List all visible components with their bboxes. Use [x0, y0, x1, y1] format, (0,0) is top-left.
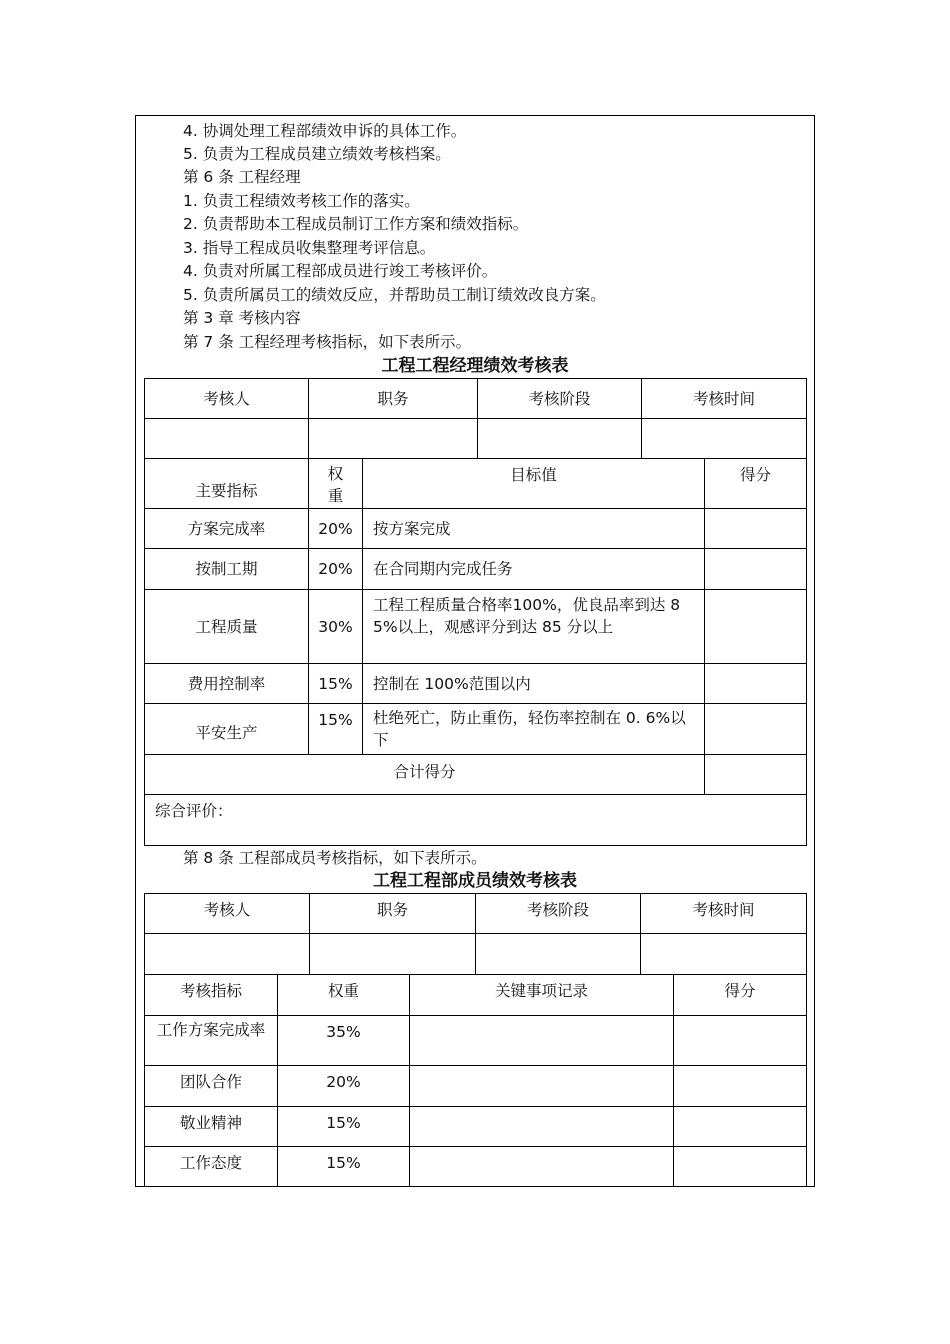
position-label: 职务 [310, 894, 476, 934]
col-target: 目标值 [363, 459, 705, 509]
indicator-weight: 20% [309, 549, 363, 590]
table-row [145, 664, 807, 704]
reviewer-input[interactable] [145, 419, 309, 459]
record-cell[interactable] [410, 1147, 674, 1187]
indicator-score[interactable] [705, 549, 807, 590]
col-weight: 权重 [309, 459, 363, 509]
total-score-value[interactable] [705, 755, 807, 795]
table2-title: 工程工程部成员绩效考核表 [373, 871, 577, 891]
reviewer-input[interactable] [145, 934, 310, 975]
score-cell[interactable] [674, 1147, 807, 1187]
time-label: 考核时间 [642, 379, 807, 419]
indicator-score[interactable] [705, 704, 807, 755]
text-line: 2. 负责帮助本工程成员制订工作方案和绩效指标。 [183, 215, 529, 233]
stage-input[interactable] [476, 934, 641, 975]
col-indicator: 考核指标 [145, 975, 278, 1016]
position-input[interactable] [309, 419, 478, 459]
overall-comment[interactable]: 综合评价： [145, 795, 807, 846]
indicator-weight: 30% [309, 590, 363, 664]
time-input[interactable] [641, 934, 807, 975]
time-input[interactable] [642, 419, 807, 459]
table-row [145, 704, 807, 755]
table-row [145, 509, 807, 549]
table2-header [144, 893, 807, 975]
stage-input[interactable] [478, 419, 642, 459]
indicator-target: 在合同期内完成任务 [363, 549, 705, 590]
text-line: 5. 负责为工程成员建立绩效考核档案。 [183, 145, 451, 163]
col-weight: 权重 [278, 975, 410, 1016]
text-line: 4. 负责对所属工程部成员进行竣工考核评价。 [183, 262, 498, 280]
score-cell[interactable] [674, 1016, 807, 1066]
position-label: 职务 [309, 379, 478, 419]
indicator-name: 方案完成率 [145, 509, 309, 549]
text-line: 第 3 章 考核内容 [183, 309, 301, 327]
stage-label: 考核阶段 [476, 894, 641, 934]
text-line: 第 8 条 工程部成员考核指标，如下表所示。 [183, 849, 487, 867]
text-line: 5. 负责所属员工的绩效反应，并帮助员工制订绩效改良方案。 [183, 286, 606, 304]
indicator-score[interactable] [705, 664, 807, 704]
table1-title: 工程工程经理绩效考核表 [381, 356, 569, 376]
indicator-target: 按方案完成 [363, 509, 705, 549]
time-label: 考核时间 [641, 894, 807, 934]
reviewer-label: 考核人 [145, 379, 309, 419]
indicator-name: 费用控制率 [145, 664, 309, 704]
indicator-target: 工程工程质量合格率100%，优良品率到达 85%以上，观感评分到达 85 分以上 [363, 590, 705, 664]
indicator-weight: 35% [278, 1016, 410, 1066]
indicator-name: 敬业精神 [145, 1107, 278, 1147]
table-row [145, 1107, 807, 1147]
text-line: 第 6 条 工程经理 [183, 168, 301, 186]
indicator-name: 工作方案完成率 [145, 1016, 278, 1066]
indicator-name: 按制工期 [145, 549, 309, 590]
record-cell[interactable] [410, 1016, 674, 1066]
col-score: 得分 [705, 459, 807, 509]
table-row [145, 1066, 807, 1107]
text-line: 第 7 条 工程经理考核指标，如下表所示。 [183, 333, 472, 351]
table1-body [144, 458, 807, 846]
table1-header [144, 378, 807, 459]
table-row [145, 549, 807, 590]
indicator-target: 控制在 100%范围以内 [363, 664, 705, 704]
indicator-score[interactable] [705, 509, 807, 549]
record-cell[interactable] [410, 1107, 674, 1147]
col-indicator: 主要指标 [145, 459, 309, 509]
indicator-target: 杜绝死亡，防止重伤，轻伤率控制在 0. 6%以下 [363, 704, 705, 755]
indicator-name: 平安生产 [145, 704, 309, 755]
reviewer-label: 考核人 [145, 894, 310, 934]
text-line: 4. 协调处理工程部绩效申诉的具体工作。 [183, 122, 467, 140]
indicator-score[interactable] [705, 590, 807, 664]
text-line: 3. 指导工程成员收集整理考评信息。 [183, 239, 436, 257]
indicator-weight: 15% [309, 704, 363, 755]
table-row [145, 1147, 807, 1187]
indicator-name: 工作态度 [145, 1147, 278, 1187]
score-cell[interactable] [674, 1107, 807, 1147]
indicator-weight: 20% [278, 1066, 410, 1107]
indicator-weight: 20% [309, 509, 363, 549]
stage-label: 考核阶段 [478, 379, 642, 419]
table-row [145, 590, 807, 664]
col-score: 得分 [674, 975, 807, 1016]
text-line: 1. 负责工程绩效考核工作的落实。 [183, 192, 420, 210]
indicator-weight: 15% [309, 664, 363, 704]
col-record: 关键事项记录 [410, 975, 674, 1016]
position-input[interactable] [310, 934, 476, 975]
record-cell[interactable] [410, 1066, 674, 1107]
table2-body [144, 974, 807, 1187]
indicator-name: 工程质量 [145, 590, 309, 664]
total-score-label: 合计得分 [145, 755, 705, 795]
indicator-weight: 15% [278, 1107, 410, 1147]
table-row [145, 1016, 807, 1066]
indicator-weight: 15% [278, 1147, 410, 1187]
indicator-name: 团队合作 [145, 1066, 278, 1107]
score-cell[interactable] [674, 1066, 807, 1107]
